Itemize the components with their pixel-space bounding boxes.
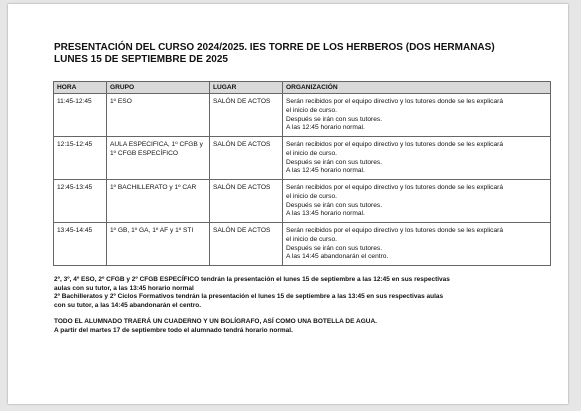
cell-grupo: 1º BACHILLERATO y 1º CAR [107, 180, 210, 223]
org-line: el inicio de curso. [286, 106, 337, 114]
title-line-2: LUNES 15 DE SEPTIEMBRE DE 2025 [54, 54, 228, 65]
table-header-row [54, 82, 551, 94]
table-row [54, 180, 551, 223]
header-hora: HORA [54, 82, 107, 94]
cell-hora: 11:45-12:45 [54, 94, 107, 137]
cell-organizacion [283, 94, 551, 137]
cell-grupo: 1º ESO [107, 94, 210, 137]
header-organizacion: ORGANIZACIÓN [283, 82, 551, 94]
org-line: el inicio de curso. [286, 235, 337, 243]
org-line: Serán recibidos por el equipo directivo y los tutores donde se les explicará [286, 227, 503, 234]
org-line: Después se irán con sus tutores. [286, 115, 383, 123]
cell-grupo: 1º GB, 1º GA, 1º AF y 1º STI [107, 223, 210, 266]
cell-lugar: SALÓN DE ACTOS [210, 180, 283, 223]
note-line: A partir del martes 17 de septiembre todo el alumnado tendrá horario normal. [54, 326, 293, 334]
org-line: A las 12:45 horario normal. [286, 124, 365, 132]
cell-hora: 12:45-13:45 [54, 180, 107, 223]
table-row [54, 137, 551, 180]
org-line: Serán recibidos por el equipo directivo y los tutores donde se les explicará [286, 98, 503, 105]
cell-lugar: SALÓN DE ACTOS [210, 223, 283, 266]
note-line: TODO EL ALUMNADO TRAERÁ UN CUADERNO Y UN BOLÍGRAFO, ASÍ COMO UNA BOTELLA DE AGUA. [54, 318, 377, 326]
note-line: 2º Bachilleratos y 2º Ciclos Formativos tendrán la presentación el lunes 15 de septiembre a las 13:45 en sus respectivas aulas [54, 293, 444, 301]
org-line: Serán recibidos por el equipo directivo y los tutores donde se les explicará [286, 141, 503, 148]
note-line: 2º, 3º, 4º ESO, 2º CFGB y 2º CFGB ESPECÍFICO tendrán la presentación el lunes 15 de septiembre a las 12:45 en sus respectivas [54, 276, 450, 283]
cell-lugar: SALÓN DE ACTOS [210, 137, 283, 180]
title-line-1: PRESENTACIÓN DEL CURSO 2024/2025. IES TORRE DE LOS HERBEROS (DOS HERMANAS) [54, 42, 495, 53]
org-line: Serán recibidos por el equipo directivo y los tutores donde se les explicará [286, 184, 503, 191]
table-row [54, 223, 551, 266]
org-line: A las 13:45 horario normal. [286, 210, 365, 218]
header-grupo: GRUPO [107, 82, 210, 94]
cell-organizacion [283, 137, 551, 180]
cell-lugar: SALÓN DE ACTOS [210, 94, 283, 137]
org-line: Después se irán con sus tutores. [286, 158, 383, 166]
document-title [54, 42, 554, 66]
cell-hora: 13:45-14:45 [54, 223, 107, 266]
cell-grupo: AULA ESPECIFICA, 1º CFGB y 1º CFGB ESPECÍFICO [107, 137, 210, 180]
header-lugar: LUGAR [210, 82, 283, 94]
note-line: aulas con su tutor, a las 13:45 horario normal [54, 284, 194, 292]
notes-section [54, 276, 554, 336]
org-line: Después se irán con sus tutores. [286, 201, 383, 209]
org-line: A las 14:45 abandonarán el centro. [286, 253, 389, 261]
org-line: A las 12:45 horario normal. [286, 167, 365, 175]
schedule-table [53, 81, 551, 266]
table-row [54, 94, 551, 137]
org-line: el inicio de curso. [286, 192, 337, 200]
cell-hora: 12:15-12:45 [54, 137, 107, 180]
org-line: el inicio de curso. [286, 149, 337, 157]
org-line: Después se irán con sus tutores. [286, 244, 383, 252]
note-line: con su tutor, a las 14:45 abandonarán el centro. [54, 301, 202, 309]
cell-organizacion [283, 223, 551, 266]
cell-organizacion [283, 180, 551, 223]
